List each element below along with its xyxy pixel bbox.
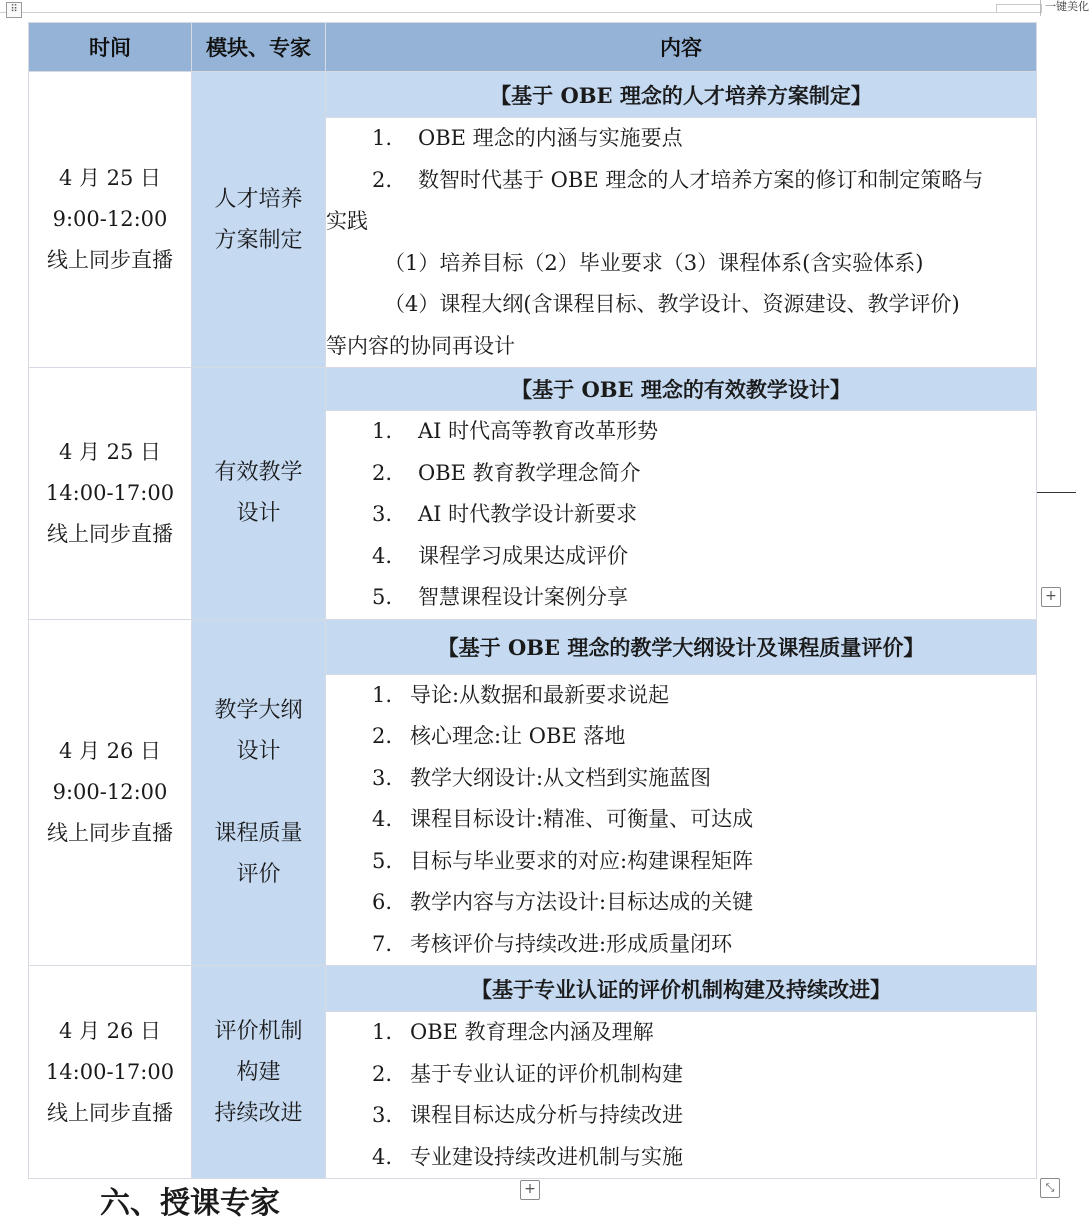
mode-text: 线上同步直播 [47,820,173,845]
content-cell [326,674,1037,966]
header-module: 模块、专家 [192,23,326,72]
schedule-table [28,22,1037,1179]
time-range-text: 14:00-17:00 [45,480,175,505]
module-spacer [192,772,325,813]
section-title-row [29,966,1037,1012]
add-row-icon[interactable]: + [520,1180,540,1200]
section-title: 【基于 OBE 理念的有效教学设计】 [326,368,1037,411]
list-item: 4. 课程学习成果达成评价 [372,543,628,568]
list-item: 2. 数智时代基于 OBE 理念的人才培养方案的修订和制定策略与 [372,167,984,192]
module-text: 方案制定 [214,227,303,253]
list-item: 4. 课程目标设计:精准、可衡量、可达成 [372,807,754,831]
module-text: 人才培养 [214,186,303,212]
beautify-button[interactable]: 一键美化 [1040,0,1085,16]
list-item: 1. OBE 理念的内涵与实施要点 [372,126,683,150]
module-cell [192,72,326,368]
list-item: 6. 教学内容与方法设计:目标达成的关键 [372,890,754,914]
list-item: 3. 教学大纲设计:从文档到实施蓝图 [372,765,712,790]
time-cell [29,619,192,966]
move-handle-icon[interactable]: ⠿ [6,2,22,18]
section-heading: 六、授课专家 [100,1186,280,1221]
module-cell [192,966,326,1179]
list-item: 1. OBE 教育理念内涵及理解 [372,1020,654,1044]
section-title: 【基于 OBE 理念的教学大纲设计及课程质量评价】 [326,619,1037,674]
content-cell [326,118,1037,368]
mode-text: 线上同步直播 [47,248,173,272]
margin-marker [1034,492,1076,493]
time-cell [29,966,192,1179]
section-title: 【基于 OBE 理念的人才培养方案制定】 [326,72,1037,118]
mode-text: 线上同步直播 [47,1100,173,1125]
resize-table-icon[interactable]: ⤡ [1040,1178,1060,1198]
toolbar-frame [996,4,1042,13]
date-text: 4 月 26 日 [58,1018,162,1043]
list-item: 1. 导论:从数据和最新要求说起 [372,682,670,707]
module-text: 设计 [236,501,281,527]
date-text: 4 月 26 日 [58,738,162,763]
list-item: 2. OBE 教育教学理念简介 [372,460,641,485]
section-title-row [29,72,1037,118]
date-text: 4 月 25 日 [58,439,162,464]
list-item: 1. AI 时代高等教育改革形势 [372,419,659,443]
time-range-text: 9:00-12:00 [52,207,168,231]
module-text: 有效教学 [214,460,303,486]
list-item: 5. 智慧课程设计案例分享 [372,585,628,609]
module-text: 课程质量 [214,820,303,846]
list-item-continuation: 实践 [326,209,368,233]
module-cell [192,619,326,966]
module-text: 评价机制 [214,1018,303,1044]
content-cell [326,411,1037,620]
list-item: 3. AI 时代教学设计新要求 [372,502,638,526]
module-text: 评价 [236,861,281,887]
section-title: 【基于专业认证的评价机制构建及持续改进】 [326,966,1037,1012]
add-column-icon[interactable]: + [1041,587,1061,607]
section-title-row [29,619,1037,674]
list-item: 7. 考核评价与持续改进:形成质量闭环 [372,931,733,956]
module-cell [192,368,326,620]
module-text: 构建 [236,1059,281,1085]
mode-text: 线上同步直播 [47,521,173,546]
time-cell [29,368,192,620]
time-range-text: 14:00-17:00 [45,1059,175,1084]
list-item: 2. 基于专业认证的评价机制构建 [372,1061,683,1086]
sub-item-continuation: 等内容的协同再设计 [326,333,515,358]
header-time: 时间 [29,23,192,72]
time-range-text: 9:00-12:00 [52,779,168,804]
list-item: 2. 核心理念:让 OBE 落地 [372,724,626,748]
date-text: 4 月 25 日 [58,166,162,190]
list-item: 3. 课程目标达成分析与持续改进 [372,1103,683,1127]
module-text: 设计 [236,738,281,764]
sub-item: （1）培养目标（2）毕业要求（3）课程体系(含实验体系) [384,250,924,275]
top-rule [0,12,1040,13]
time-cell [29,72,192,368]
module-text: 持续改进 [214,1100,303,1126]
list-item: 4. 专业建设持续改进机制与实施 [372,1144,683,1169]
section-title-row [29,368,1037,411]
table-header-row [29,23,1037,72]
content-cell [326,1012,1037,1179]
list-item: 5. 目标与毕业要求的对应:构建课程矩阵 [372,848,754,873]
header-content: 内容 [326,23,1037,72]
sub-item: （4）课程大纲(含课程目标、教学设计、资源建设、教学评价) [384,292,960,316]
module-text: 教学大纲 [214,697,303,723]
